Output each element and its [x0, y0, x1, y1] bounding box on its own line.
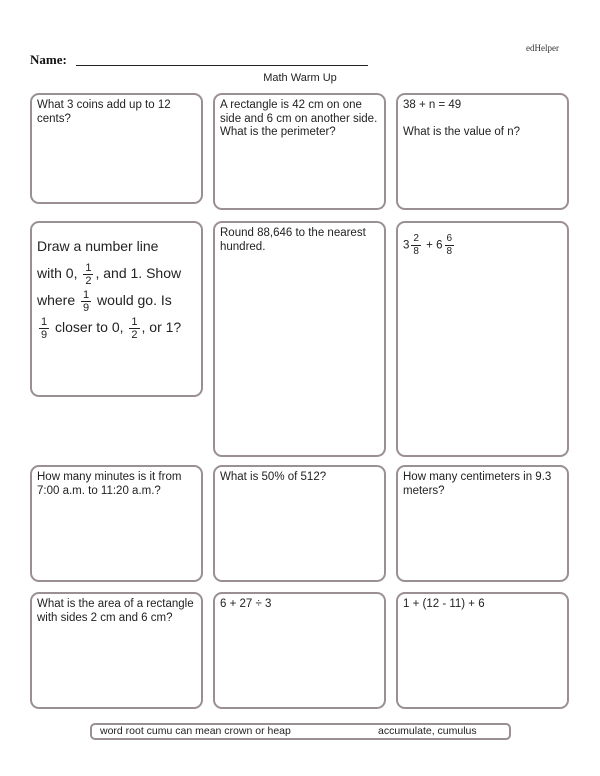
problem-text: A rectangle is 42 cm on one side and 6 cm on another side. What is the perimeter? [220, 99, 378, 138]
mixed-number-expression: 3 $\frac{2}{8}$ + 6 $\frac{6}{8}$ [403, 233, 453, 257]
problem-text: What is the area of a rectangle with sides 2 cm and 6 cm? [37, 598, 194, 624]
problem-box-7[interactable] [30, 465, 203, 582]
problem-box-6[interactable] [396, 221, 569, 457]
problem-equation: 38 + n = 49 [403, 99, 462, 111]
problem-equation: 1 + (12 - 11) + 6 [403, 598, 485, 610]
problem-box-12[interactable] [396, 592, 569, 709]
problem-line: where $\frac{1}{9}$ would go. Is [37, 288, 172, 314]
word-root-definition: word root cumu can mean crown or heap [100, 725, 291, 737]
problem-text: How many centimeters in 9.3 meters? [403, 471, 552, 497]
fraction-one-half: $\frac{1}{2}$ [131, 315, 138, 341]
problem-box-4[interactable] [30, 221, 203, 397]
problem-box-11[interactable] [213, 592, 386, 709]
worksheet-title: Math Warm Up [263, 72, 337, 84]
problem-line: $\frac{1}{9}$ closer to 0, $\frac{1}{2}$ , or 1? [41, 315, 182, 341]
problem-text: Round 88,646 to the nearest hundred. [220, 227, 366, 253]
problem-box-3[interactable] [396, 93, 569, 210]
problem-box-8[interactable] [213, 465, 386, 582]
problem-box-10[interactable] [30, 592, 203, 709]
problem-box-2[interactable] [213, 93, 386, 210]
name-line[interactable] [76, 65, 368, 66]
problem-text: How many minutes is it from 7:00 a.m. to 11:20 a.m.? [37, 471, 182, 497]
problem-text: What is the value of n? [403, 125, 520, 138]
problem-box-9[interactable] [396, 465, 569, 582]
problem-line: with 0, $\frac{1}{2}$ , and 1. Show [37, 261, 182, 287]
problem-text: What 3 coins add up to 12 cents? [37, 99, 171, 125]
brand-label: edHelper [526, 43, 559, 53]
fraction-one-ninth: $\frac{1}{9}$ [41, 315, 48, 341]
problem-equation: 6 + 27 ÷ 3 [220, 598, 272, 610]
word-root-examples: accumulate, cumulus [378, 725, 477, 737]
fraction-two-eighths: $\frac{2}{8}$ [413, 233, 419, 257]
problem-line: Draw a number line [37, 238, 159, 254]
fraction-one-half: $\frac{1}{2}$ [85, 261, 92, 287]
fraction-one-ninth: $\frac{1}{9}$ [83, 288, 90, 314]
word-root-box [90, 723, 511, 740]
fraction-six-eighths: $\frac{6}{8}$ [446, 233, 453, 257]
problem-box-5[interactable] [213, 221, 386, 457]
problem-text: What is 50% of 512? [220, 471, 327, 483]
problem-box-1[interactable] [30, 93, 203, 204]
name-label: Name: [30, 52, 67, 67]
